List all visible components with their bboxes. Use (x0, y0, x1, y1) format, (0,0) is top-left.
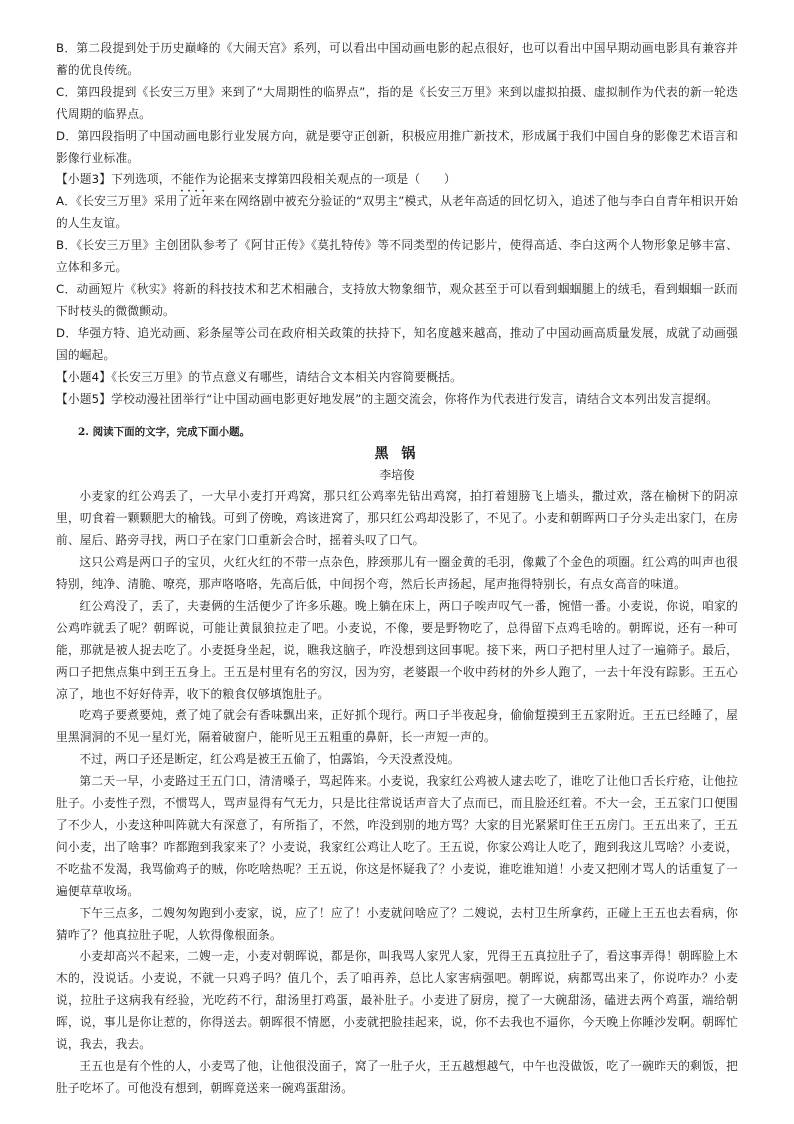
story-paragraph: 红公鸡没了，丢了，夫妻俩的生活便少了许多乐趣。晚上躺在床上，两口子唉声叹气一番，惋惜一番。小麦说，你说，咱家的公鸡咋就丢了呢？朝晖说，可能让黄鼠狼拉走了吧。小麦说，不像，要是野物吃了，总得留下点鸡毛啥的。朝晖说，还有一种可能，那就是被人捉去吃了。小麦挺身坐起，说，瞧我这脑子，咋没想到这回事呢。接下来，两口子把村里人过了一遍筛子。最后，两口子把焦点集中到王五身上。王五是村里有名的穷汉，因为穷，老婆跟一个收中药材的外乡人跑了，一去十年没有踪影。王五心凉了，地也不好好侍弄，收下的粮食仅够填饱肚子。 (56, 598, 738, 701)
question-3-option-c: C．动画短片《秋实》将新的科技技术和艺术相融合，支持放大物象细节，观众甚至于可以看到蝈蝈腿上的绒毛，看到蝈蝈一跃而下时枝头的微微颤动。 (56, 281, 738, 318)
question-3-option-a: A．《长安三万里》采用了近年来在网络剧中被充分验证的“双男主”模式，从老年高适的回忆切入，追述了他与李白自青年相识开始的人生友谊。 (56, 194, 738, 231)
document-page (56, 38, 738, 1100)
story-paragraph: 小麦却高兴不起来，二嫂一走，小麦对朝晖说，都是你，叫我骂人家咒人家，咒得王五真拉肚子了，看这事弄得！朝晖脸上木木的，没说话。小麦说，不就一只鸡子吗？值几个，丢了咱再养，总比人家害病强吧。朝晖说，病都骂出来了，你说咋办？小麦说，拉肚子这病我有经验，光吃药不行，甜汤里打鸡蛋，最补肚子。小麦进了厨房，搅了一大碗甜汤，磕进去两个鸡蛋，端给朝晖，说，事儿是你让惹的，你得送去。朝晖很不情愿，小麦就把脸挂起来，说，你不去我也不逼你，今天晚上你睡沙发啊。朝晖忙说，我去，我去。 (56, 949, 738, 1052)
option-c-top: C．第四段提到《长安三万里》来到了“大周期性的临界点”，指的是《长安三万里》来到以虚拟拍摄、虚拟制作为代表的新一轮迭代周期的临界点。 (56, 84, 738, 121)
story-paragraph: 不过，两口子还是断定，红公鸡是被王五偷了，怕露馅，今天没煮没炖。 (79, 752, 460, 767)
question-3-option-d: D．华强方特、追光动画、彩条屋等公司在政府相关政策的扶持下，知名度越来越高，推动了中国动画高质量发展，成就了动画强国的崛起。 (56, 325, 738, 362)
story-title: 黑 锅 (374, 446, 420, 463)
story-paragraph: 吃鸡子要煮要炖，煮了炖了就会有香味飘出来，正好抓个现行。两口子半夜起身，偷偷踅摸到王五家附近。王五已经睡了，屋里黑洞洞的不见一星灯光，隔着破窗户，能听见王五粗重的鼻鼾，长一声短一声的。 (56, 708, 738, 745)
question-3-emphasis: 不能作为 •••• (171, 169, 219, 191)
question-3-prefix: 【小题3】下列选项， (56, 172, 171, 187)
question-3-suffix: 论据来支撑第四段相关观点的一项是（ ） (218, 172, 456, 187)
option-d-top: D．第四段指明了中国动画电影行业发展方向，就是要守正创新，积极应用推广新技术，形成属于我们中国自身的影像艺术语言和影像行业标准。 (56, 128, 738, 165)
story-paragraph: 第二天一早，小麦路过王五门口，清清嗓子，骂起阵来。小麦说，我家红公鸡被人逮去吃了，谁吃了让他口舌长疔疮，让他拉肚子。小麦性子烈，不惯骂人，骂声显得有气无力，只是比往常说话声音大了点而已，而且脸还红着。不大一会，王五家门口便围了不少人，小麦这种叫阵就大有深意了，有所指了，不然，咋没到别的地方骂？大家的目光紧紧盯住王五房门。王五出来了，王五问小麦，出了啥事？咋都跑到我家来了？小麦说，我家红公鸡让人吃了。王五说，你家公鸡让人吃了，跑到我这儿骂啥？小麦说，不吃盐不发渴，我骂偷鸡子的贼，你吃啥热呢？王五说，你这是怀疑我了？小麦说，谁吃谁知道！小麦又把刚才骂人的话重复了一遍便草草收场。 (56, 774, 738, 898)
story-paragraph: 王五也是有个性的人，小麦骂了他，让他很没面子，窝了一肚子火，王五越想越气，中午也没做饭，吃了一碗昨天的剩饭，把肚子吃坏了。可他没有想到，朝晖竟送来一碗鸡蛋甜汤。 (56, 1058, 738, 1095)
question-3-option-b: B．《长安三万里》主创团队参考了《阿甘正传》《莫扎特传》等不同类型的传记影片，使得高适、李白这两个人物形象足够丰富、立体和多元。 (56, 238, 738, 275)
story-author: 李培俊 (379, 468, 415, 483)
question-4: 【小题4】《长安三万里》的节点意义有哪些，请结合文本相关内容简要概括。 (56, 369, 462, 384)
story-paragraph: 这只公鸡是两口子的宝贝，火红火红的不带一点杂色，脖颈那儿有一圈金黄的毛羽，像戴了个金色的项圈。红公鸡的叫声也很特别，纯净、清脆、嘹亮，那声咯咯咯，先高后低，中间拐个弯，然后长声扬起，尾声拖得特别长，有点女高音的味道。 (56, 555, 738, 592)
story-paragraph: 小麦家的红公鸡丢了，一大早小麦打开鸡窝，那只红公鸡率先钻出鸡窝，拍打着翅膀飞上墙头，撒过欢，落在榆树下的阴凉里，叨食着一颗颗肥大的榆钱。可到了傍晚，鸡该进窝了，那只红公鸡却没影了，不见了。小麦和朝晖两口子分头走出家门，在房前、屋后、路旁寻找，两口子在家门口重新会合时，摇着头叹了口气。 (56, 489, 738, 548)
story-paragraph: 下午三点多，二嫂匆匆跑到小麦家，说，应了！应了！小麦就问啥应了？二嫂说，去村卫生所拿药，正碰上王五也去看病，你猜咋了？他真拉肚子呢，人软得像根面条。 (56, 905, 738, 942)
question-5: 【小题5】学校动漫社团举行“让中国动画电影更好地发展”的主题交流会，你将作为代表进行发言，请结合文本列出发言提纲。 (56, 391, 719, 406)
question-3 (56, 169, 738, 191)
option-b-top: B．第二段提到处于历史巅峰的《大闹天宫》系列，可以看出中国动画电影的起点很好，也可以看出中国早期动画电影具有兼容并蓄的优良传统。 (56, 41, 738, 77)
section-2-heading: 2. 阅读下面的文字，完成下面小题。 (78, 426, 251, 439)
